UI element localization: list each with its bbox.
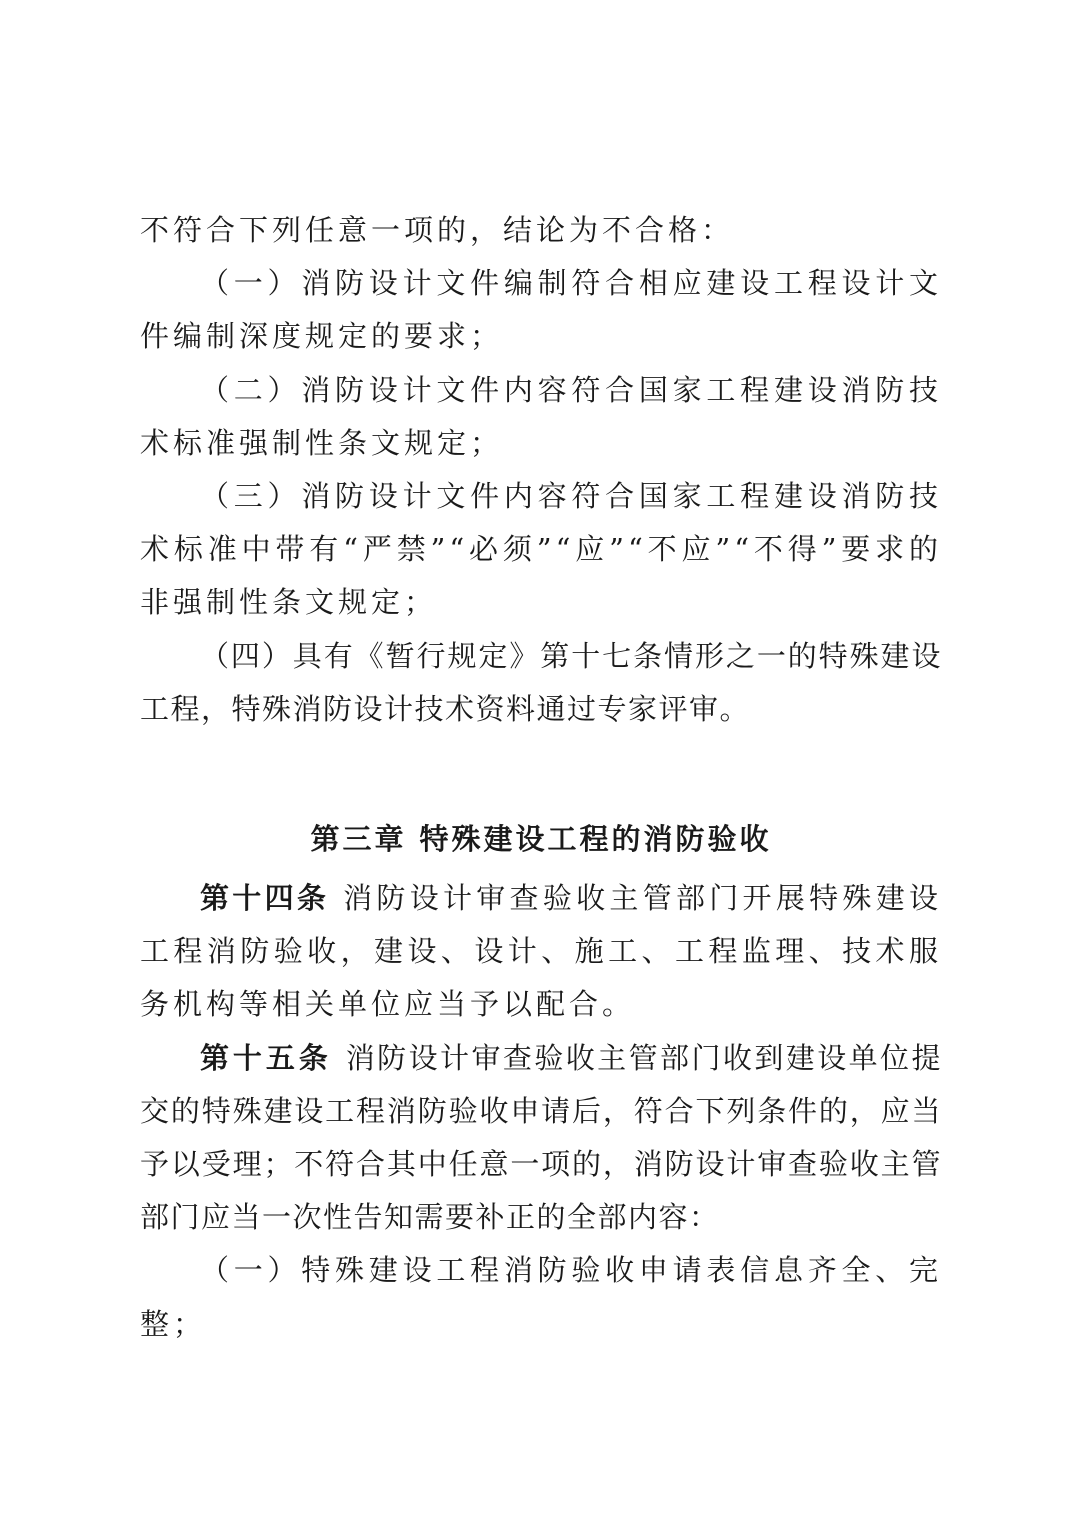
article-14-text: 消防设计审查验收主管部门开展特殊建设工程消防验收，建设、设计、施工、工程监理、技术服务机构等相关单位应当予以配合。 [140, 881, 942, 1022]
article-14-label: 第十四条 [200, 881, 330, 916]
document-page [140, 204, 942, 1351]
article-15-list-item-1: （一）特殊建设工程消防验收申请表信息齐全、完整； [140, 1253, 942, 1341]
article-15-label: 第十五条 [200, 1040, 332, 1075]
list-item-2: （二）消防设计文件内容符合国家工程建设消防技术标准强制性条文规定； [140, 372, 942, 460]
intro-line: 不符合下列任意一项的，结论为不合格： [140, 213, 735, 247]
list-item-1: （一）消防设计文件编制符合相应建设工程设计文件编制深度规定的要求； [140, 266, 942, 354]
article-14 [140, 872, 942, 1032]
list-item-3: （三）消防设计文件内容符合国家工程建设消防技术标准中带有“严禁”“必须”“应”“不应”“不得”要求的非强制性条文规定； [140, 479, 942, 620]
article-15-text: 消防设计审查验收主管部门收到建设单位提交的特殊建设工程消防验收申请后，符合下列条件的，应当予以受理；不符合其中任意一项的，消防设计审查验收主管部门应当一次性告知需要补正的全部内容： [140, 1040, 942, 1235]
chapter-heading: 第三章 特殊建设工程的消防验收 [310, 822, 772, 857]
section-spacer [140, 736, 942, 813]
article-15 [140, 1032, 942, 1245]
list-item-4: （四）具有《暂行规定》第十七条情形之一的特殊建设工程，特殊消防设计技术资料通过专家评审。 [140, 638, 942, 726]
